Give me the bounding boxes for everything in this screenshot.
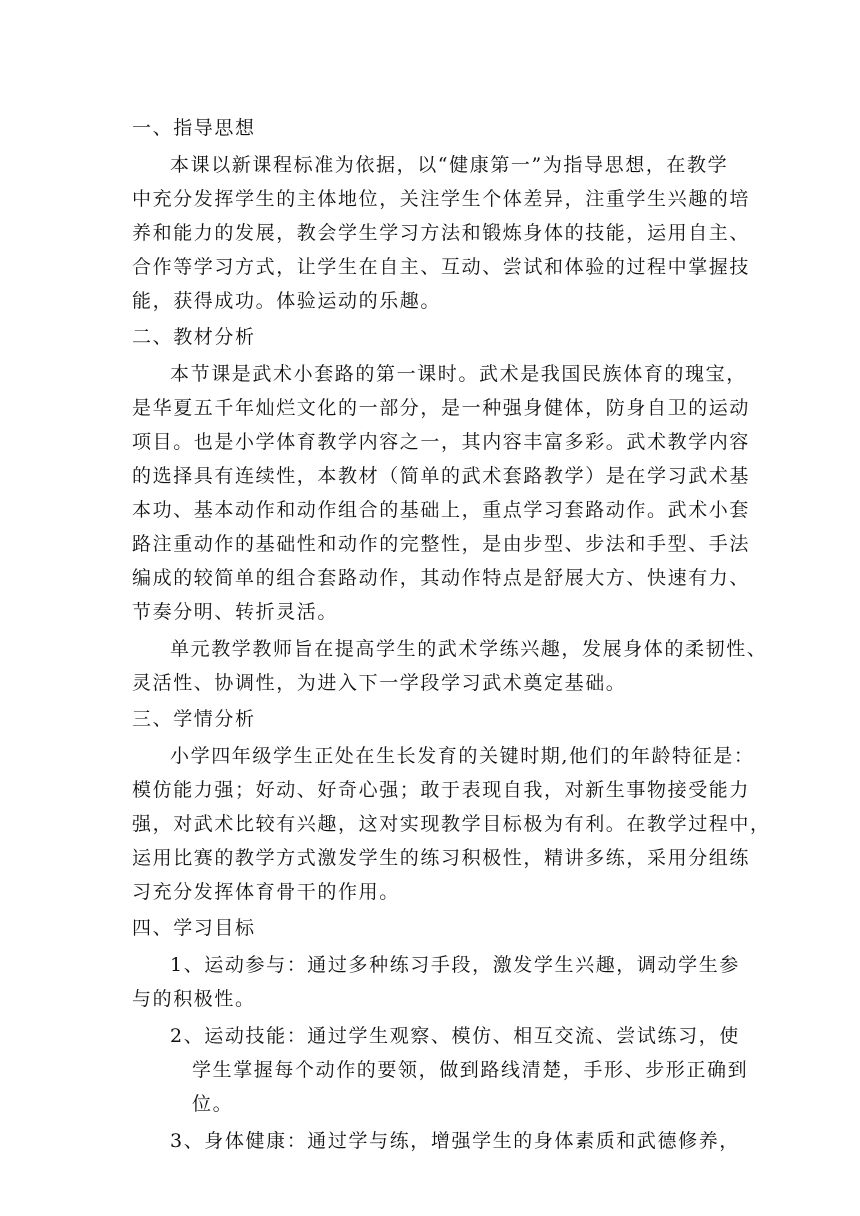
- paragraph-line: 是华夏五千年灿烂文化的一部分，是一种强身健体，防身自卫的运动: [132, 397, 751, 419]
- paragraph-line: 运用比赛的教学方式激发学生的练习积极性，精讲多练，采用分组练: [132, 847, 751, 869]
- paragraph-line: 能，获得成功。体验运动的乐趣。: [132, 290, 442, 312]
- paragraph-line: 养和能力的发展，教会学生学习方法和锻炼身体的技能，运用自主、: [132, 222, 751, 244]
- paragraph-line: 本节课是武术小套路的第一课时。武术是我国民族体育的瑰宝，: [170, 363, 747, 385]
- paragraph-line: 节奏分明、转折灵活。: [132, 601, 339, 623]
- paragraph-line: 本功、基本动作和动作组合的基础上，重点学习套路动作。武术小套: [132, 499, 751, 521]
- list-item-line: 与的积极性。: [132, 988, 256, 1010]
- list-item-line: 学生掌握每个动作的要领，做到路线清楚，手形、步形正确到: [192, 1059, 749, 1081]
- list-item-line: 1、运动参与：通过多种练习手段，激发学生兴趣，调动学生参: [170, 954, 740, 976]
- section-heading: 三、学情分析: [132, 708, 256, 730]
- paragraph-line: 单元教学教师旨在提高学生的武术学练兴趣，发展身体的柔韧性、: [170, 638, 768, 660]
- list-item-line: 2、运动技能：通过学生观察、模仿、相互交流、尝试练习，使: [170, 1025, 740, 1047]
- section-heading: 二、教材分析: [132, 326, 256, 348]
- paragraph-line: 本课以新课程标准为依据，以“健康第一”为指导思想，在教学: [170, 154, 729, 176]
- paragraph-line: 合作等学习方式，让学生在自主、互动、尝试和体验的过程中掌握技: [132, 256, 751, 278]
- section-heading: 四、学习目标: [132, 917, 256, 939]
- paragraph-line: 编成的较简单的组合套路动作，其动作特点是舒展大方、快速有力、: [132, 567, 751, 589]
- list-item-line: 3、身体健康：通过学与练，增强学生的身体素质和武德修养，: [170, 1130, 740, 1152]
- paragraph-line: 路注重动作的基础性和动作的完整性，是由步型、步法和手型、手法: [132, 533, 751, 555]
- paragraph-line: 小学四年级学生正处在生长发育的关键时期,他们的年龄特征是：: [170, 745, 755, 767]
- paragraph-line: 习充分发挥体育骨干的作用。: [132, 881, 400, 903]
- paragraph-line: 中充分发挥学生的主体地位，关注学生个体差异，注重学生兴趣的培: [132, 188, 751, 210]
- list-item-line: 位。: [192, 1093, 234, 1115]
- paragraph-line: 项目。也是小学体育教学内容之一，其内容丰富多彩。武术教学内容: [132, 431, 751, 453]
- paragraph-line: 的选择具有连续性，本教材（简单的武术套路教学）是在学习武术基: [132, 465, 751, 487]
- paragraph-line: 强，对武术比较有兴趣，这对实现教学目标极为有利。在教学过程中，: [132, 813, 771, 835]
- paragraph-line: 模仿能力强；好动、好奇心强；敢于表现自我，对新生事物接受能力: [132, 779, 751, 801]
- section-heading: 一、指导思想: [132, 117, 256, 139]
- paragraph-line: 灵活性、协调性，为进入下一学段学习武术奠定基础。: [132, 672, 627, 694]
